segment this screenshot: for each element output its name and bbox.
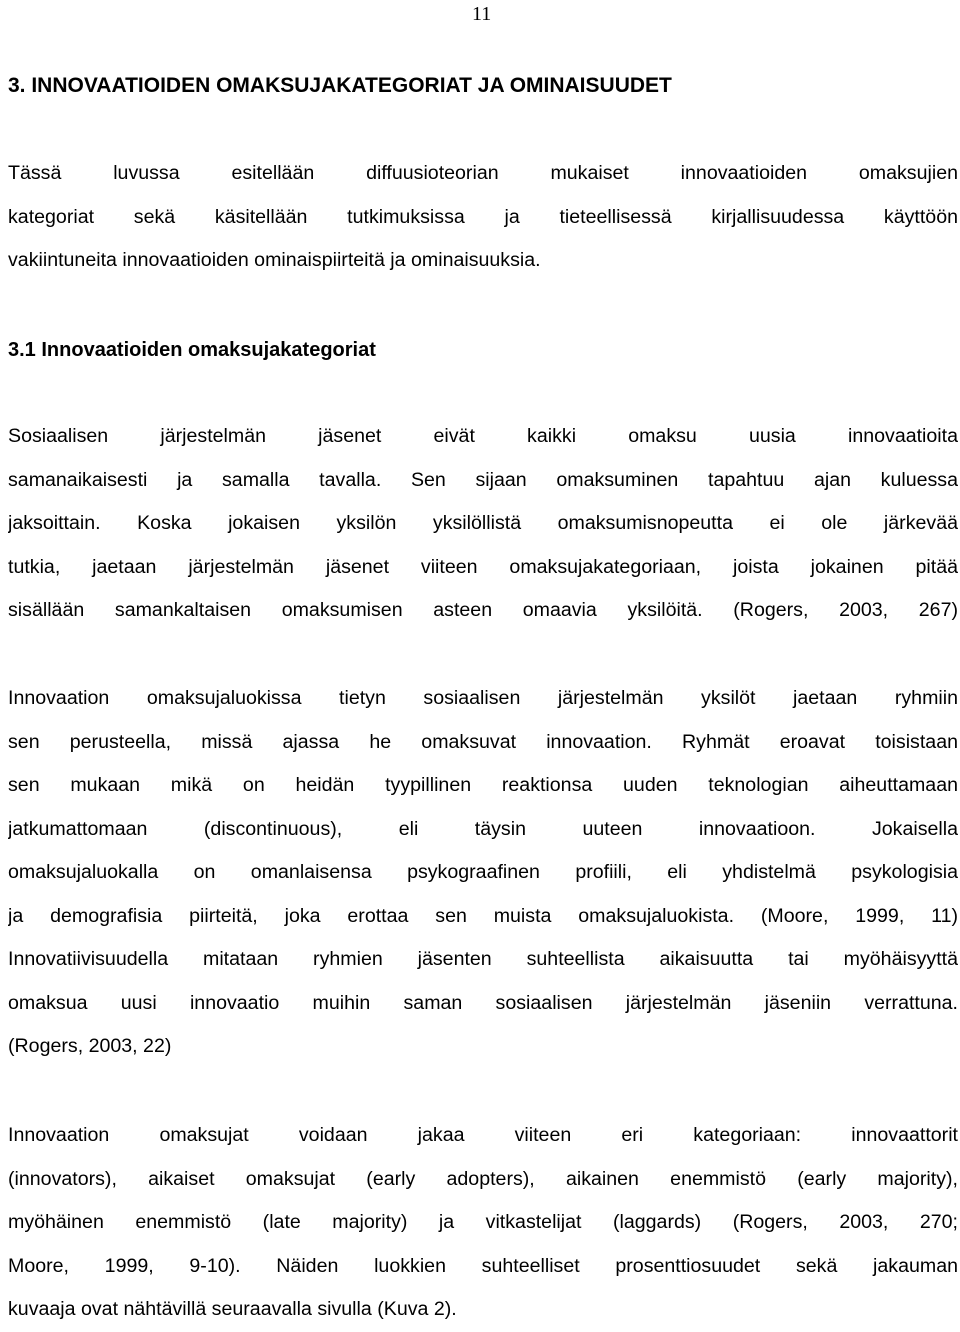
text-line: samanaikaisesti ja samalla tavalla. Sen sijaan omaksuminen tapahtuu ajan kuluessa (8, 468, 958, 491)
text-line: Tässä luvussa esitellään diffuusioteorian mukaiset innovaatioiden omaksujien (8, 162, 958, 184)
text-line: omaksujaluokalla on omanlaisensa psykograafinen profiili, eli yhdistelmä psykologisia (8, 861, 958, 883)
text-line: jaksoittain. Koska jokaisen yksilön yksilöllistä omaksumisnopeutta ei ole järkevää (8, 512, 958, 534)
text-line: jatkumattomaan (discontinuous), eli täysin uuteen innovaatioon. Jokaisella (8, 817, 958, 840)
section-title: 3.1 Innovaatioiden omaksujakategoriat (8, 339, 376, 361)
body-paragraph-categories (8, 415, 958, 633)
text-line: sen mukaan mikä on heidän tyypillinen reaktionsa uuden teknologian aiheuttamaan (8, 774, 958, 796)
text-line: (innovators), aikaiset omaksujat (early adopters), aikainen enemmistö (early majority), (8, 1167, 958, 1190)
text-line: Innovaation omaksujat voidaan jakaa viiteen eri kategoriaan: innovaattorit (8, 1124, 958, 1146)
text-line: (Rogers, 2003, 22) (8, 1035, 172, 1057)
body-paragraph-adopter-groups (8, 677, 958, 1069)
text-line: sisällään samankaltaisen omaksumisen asteen omaavia yksilöitä. (Rogers, 2003, 267) (8, 599, 958, 621)
text-line: ja demografisia piirteitä, joka erottaa sen muista omaksujaluokista. (Moore, 1999, 11) (8, 904, 958, 927)
intro-paragraph (8, 152, 958, 283)
text-line: kategoriat sekä käsitellään tutkimuksissa ja tieteellisessä kirjallisuudessa käyttöön (8, 205, 958, 228)
text-line: kuvaaja ovat nähtävillä seuraavalla sivulla (Kuva 2). (8, 1298, 457, 1320)
text-line: myöhäinen enemmistö (late majority) ja vitkastelijat (laggards) (Rogers, 2003, 270; (8, 1211, 958, 1233)
text-line: Innovaation omaksujaluokissa tietyn sosiaalisen järjestelmän yksilöt jaetaan ryhmiin (8, 687, 958, 709)
page-number: 11 (472, 3, 492, 25)
body-paragraph-five-categories (8, 1114, 958, 1332)
chapter-title: 3. INNOVAATIOIDEN OMAKSUJAKATEGORIAT JA OMINAISUUDET (8, 74, 672, 97)
text-line: Innovatiivisuudella mitataan ryhmien jäsenten suhteellista aikaisuutta tai myöhäisyyttä (8, 948, 958, 970)
text-line: vakiintuneita innovaatioiden ominaispiirteitä ja ominaisuuksia. (8, 249, 541, 271)
text-line: omaksua uusi innovaatio muihin saman sosiaalisen järjestelmän jäseniin verrattuna. (8, 991, 958, 1014)
text-line: Sosiaalisen järjestelmän jäsenet eivät kaikki omaksu uusia innovaatioita (8, 425, 958, 447)
text-line: Moore, 1999, 9-10). Näiden luokkien suhteelliset prosenttiosuudet sekä jakauman (8, 1254, 958, 1277)
text-line: sen perusteella, missä ajassa he omaksuvat innovaation. Ryhmät eroavat toisistaan (8, 730, 958, 753)
text-line: tutkia, jaetaan järjestelmän jäsenet viiteen omaksujakategoriaan, joista jokainen pitää (8, 555, 958, 578)
